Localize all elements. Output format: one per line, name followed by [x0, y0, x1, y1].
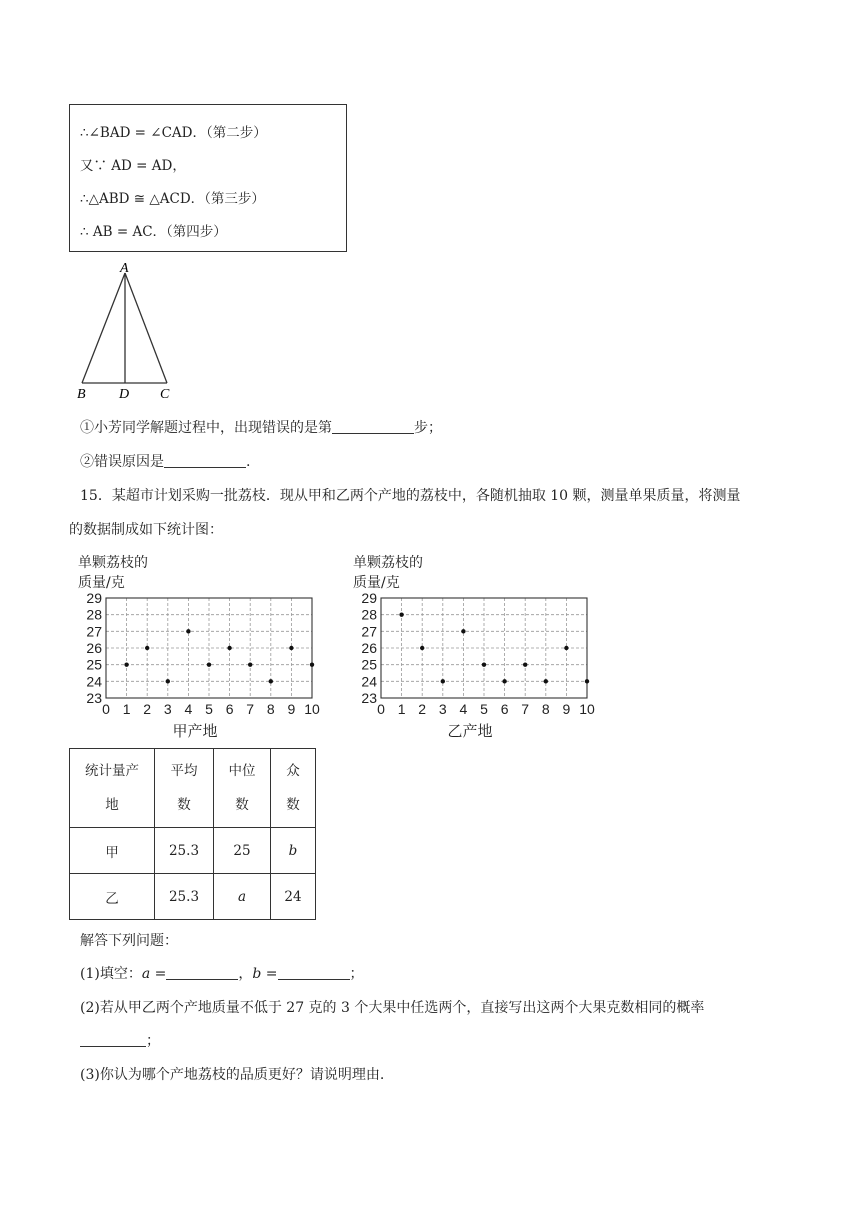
chart1-ytitle-line1: 单颗荔枝的	[78, 555, 148, 571]
y-tick-label: 28	[86, 606, 102, 623]
data-point	[310, 662, 314, 666]
data-point	[564, 646, 568, 650]
data-point	[461, 629, 465, 633]
x-tick-label: 6	[225, 701, 234, 717]
triangle-figure	[70, 258, 190, 404]
label-d: D	[119, 387, 130, 402]
x-tick-label: 7	[246, 701, 255, 717]
proof-given: 又∵ AD = AD，	[80, 158, 186, 174]
chart2-ytitle-line2: 质量/克	[353, 575, 400, 591]
cell-mode: b	[271, 828, 316, 874]
question-2: (2)若从甲乙两个产地质量不低于 27 克的 3 个大果中任选两个，直接写出这两个大果克数相同的概率	[80, 1000, 705, 1016]
data-point	[482, 662, 486, 666]
y-tick-label: 29	[361, 592, 377, 606]
cell-mean: 25.3	[155, 874, 214, 920]
proof-step-4: ∴ AB = AC．（第四步）	[80, 224, 227, 240]
x-axis-label: 甲产地	[172, 723, 218, 740]
q14-part2: ②错误原因是 .	[80, 454, 251, 470]
header-mode: 众 数	[271, 749, 316, 828]
y-tick-label: 29	[86, 592, 102, 606]
data-point	[544, 679, 548, 683]
data-point	[186, 629, 190, 633]
x-tick-label: 4	[184, 701, 193, 717]
cell-origin: 甲	[70, 828, 155, 874]
y-tick-label: 27	[86, 623, 102, 640]
data-point	[523, 662, 527, 666]
x-tick-label: 8	[266, 701, 275, 717]
x-tick-label: 5	[205, 701, 213, 717]
x-tick-label: 1	[122, 701, 131, 717]
blank-b[interactable]	[278, 965, 350, 980]
proof-box	[69, 104, 347, 252]
data-point	[248, 662, 252, 666]
x-tick-label: 3	[163, 701, 172, 717]
x-tick-label: 5	[480, 701, 488, 717]
stats-table	[69, 748, 316, 920]
data-point	[441, 679, 445, 683]
data-point	[420, 646, 424, 650]
y-tick-label: 26	[86, 640, 102, 656]
q14-part1: ①小芳同学解题过程中，出现错误的是第 步；	[80, 420, 442, 436]
blank-probability[interactable]	[80, 1032, 146, 1047]
data-point	[289, 646, 293, 650]
data-point	[269, 679, 273, 683]
x-tick-label: 1	[397, 701, 406, 717]
q15-line2: 的数据制成如下统计图：	[69, 522, 223, 538]
cell-mean: 25.3	[155, 828, 214, 874]
label-b: B	[77, 387, 86, 402]
question-1: (1)填空：a = ，b = ；	[80, 966, 364, 982]
cell-origin: 乙	[70, 874, 155, 920]
proof-step-3: ∴△ABD ≅ △ACD．（第三步）	[80, 191, 265, 207]
y-tick-label: 23	[86, 690, 102, 706]
x-tick-label: 4	[459, 701, 468, 717]
chart1-ytitle-line2: 质量/克	[78, 575, 125, 591]
x-tick-label: 9	[287, 701, 296, 717]
x-tick-label: 6	[500, 701, 509, 717]
question-3: (3)你认为哪个产地荔枝的品质更好？请说明理由.	[80, 1067, 385, 1083]
table-row	[70, 874, 316, 920]
data-point	[166, 679, 170, 683]
blank-step[interactable]	[332, 419, 414, 434]
x-tick-label: 7	[521, 701, 530, 717]
label-a: A	[120, 261, 129, 276]
x-tick-label: 10	[304, 701, 320, 717]
data-point	[207, 662, 211, 666]
y-tick-label: 24	[86, 673, 102, 690]
x-tick-label: 0	[377, 701, 385, 717]
question-2-answer: ；	[80, 1032, 160, 1050]
questions-intro: 解答下列问题：	[80, 933, 178, 949]
data-point	[502, 679, 506, 683]
cell-median: a	[214, 874, 271, 920]
blank-reason[interactable]	[164, 453, 246, 468]
y-tick-label: 26	[361, 640, 377, 656]
y-tick-label: 27	[361, 623, 377, 640]
data-point	[145, 646, 149, 650]
x-tick-label: 2	[143, 701, 152, 717]
chart2-ytitle-line1: 单颗荔枝的	[353, 555, 423, 571]
data-point	[585, 679, 589, 683]
x-axis-label: 乙产地	[447, 723, 493, 740]
x-tick-label: 10	[579, 701, 595, 717]
cell-median: 25	[214, 828, 271, 874]
x-tick-label: 3	[438, 701, 447, 717]
q15-line1: 15．某超市计划采购一批荔枝．现从甲和乙两个产地的荔枝中，各随机抽取 10 颗，测量单果质量，将测量	[80, 488, 741, 504]
chart-jia	[70, 592, 330, 742]
y-tick-label: 23	[361, 690, 377, 706]
y-tick-label: 24	[361, 673, 377, 690]
blank-a[interactable]	[166, 965, 238, 980]
data-point	[399, 612, 403, 616]
data-point	[227, 646, 231, 650]
chart-yi	[345, 592, 605, 742]
table-row	[70, 828, 316, 874]
y-tick-label: 28	[361, 606, 377, 623]
x-tick-label: 8	[541, 701, 550, 717]
header-median: 中位 数	[214, 749, 271, 828]
header-origin: 统计量产 地	[70, 749, 155, 828]
cell-mode: 24	[271, 874, 316, 920]
x-tick-label: 2	[418, 701, 427, 717]
x-tick-label: 0	[102, 701, 110, 717]
x-tick-label: 9	[562, 701, 571, 717]
data-point	[124, 662, 128, 666]
y-tick-label: 25	[361, 656, 377, 673]
y-tick-label: 25	[86, 656, 102, 673]
header-mean: 平均 数	[155, 749, 214, 828]
label-c: C	[160, 387, 170, 402]
proof-step-2: ∴∠BAD = ∠CAD．（第二步）	[80, 125, 267, 141]
